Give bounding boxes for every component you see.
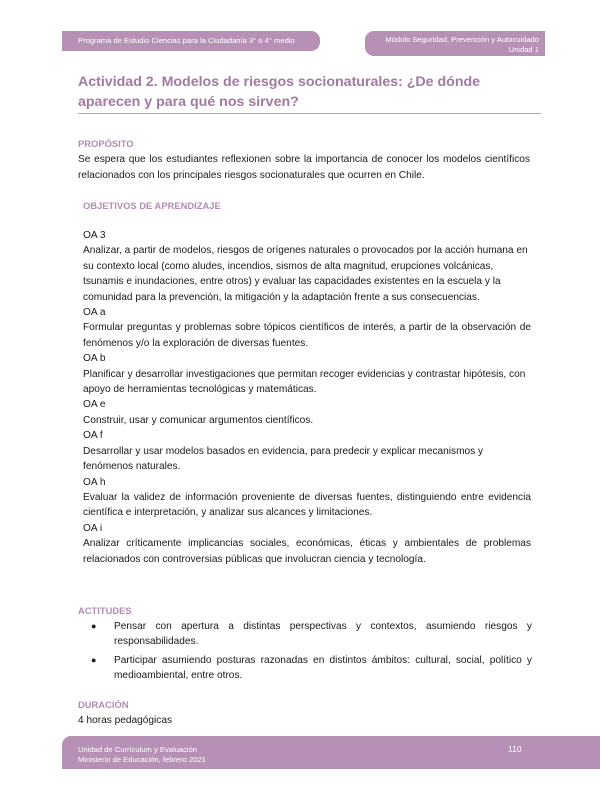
header-module-tab: [365, 31, 545, 56]
objective-item: [83, 397, 531, 428]
objective-text: Desarrollar y usar modelos basados en evidencia, para predecir y explicar mecanismos y fenómenos naturales.: [83, 445, 484, 473]
page-number: 110: [508, 744, 522, 754]
objective-text: Evaluar la validez de información proveniente de diversas fuentes, distinguiendo entre evidencia científica e interpretación, y analizar sus alcances y limitaciones.: [83, 491, 531, 519]
activity-title: Actividad 2. Modelos de riesgos socionaturales: ¿De dónde aparecen y para qué nos sirven?: [78, 74, 481, 110]
objective-item: [83, 521, 531, 567]
objective-code: OA 3: [83, 230, 106, 241]
objetivos-heading: OBJETIVOS DE APRENDIZAJE: [83, 200, 221, 211]
objective-code: OA f: [83, 430, 103, 442]
attitudes-list: [88, 619, 532, 687]
objective-code: OA e: [83, 399, 106, 411]
objective-code: OA a: [83, 307, 106, 319]
objective-item: [83, 228, 531, 305]
header-module-text: Módulo Seguridad, Prevención y Autocuidado: [385, 35, 539, 44]
objective-text: Analizar críticamente implicancias sociales, económicas, éticas y ambientales de problemas relacionados con controversias públicas que involucran ciencia y tecnología.: [83, 538, 531, 565]
objective-code: OA i: [83, 522, 103, 534]
footer-unit: Unidad de Currículum y Evaluación: [78, 745, 198, 754]
objective-text: Construir, usar y comunicar argumentos científicos.: [83, 414, 314, 426]
bullet-icon: ●: [91, 654, 97, 665]
header-program-text: Programa de Estudio Ciencias para la Ciudadanía 3° o 4° medio: [78, 36, 295, 45]
objective-text: Analizar, a partir de modelos, riesgos de orígenes naturales o provocados por la acción humana en su contexto local (como aludes, incendios, sismos de alta magnitud, erupciones volcánicas, tsunamis e inundaciones, entre otros) y evaluar las capacidades existentes en la escuela y la comunidad para la prevención, la mitigación y la adaptación frente a sus consecuencias.: [83, 245, 528, 303]
attitude-text: Participar asumiendo posturas razonadas en distintos ámbitos: cultural, social, político y medioambiental, entre otros.: [114, 654, 532, 682]
objective-text: Planificar y desarrollar investigaciones que permitan recoger evidencias y contrastar hipótesis, con apoyo de herramientas tecnológicas y matemáticas.: [83, 368, 526, 396]
proposito-text: Se espera que los estudiantes reflexionen sobre la importancia de conocer los modelos científicos relacionados con los principales riesgos socionaturales que ocurren en Chile.: [78, 154, 530, 181]
header-program-tab: [62, 31, 320, 51]
footer-bar: [62, 736, 600, 769]
bullet-icon: ●: [91, 621, 97, 631]
objective-item: [83, 351, 531, 397]
objective-text: Formular preguntas y problemas sobre tópicos científicos de interés, a partir de la observación de fenómenos y/o la exploración de diversas fuentes.: [83, 322, 531, 349]
objective-item: [83, 428, 531, 474]
objective-code: OA b: [83, 353, 106, 365]
objective-item: [83, 475, 531, 521]
objectives-list: [83, 228, 531, 567]
actitudes-heading: ACTITUDES: [78, 605, 132, 616]
list-item: [88, 653, 532, 684]
header-unit-text: Unidad 1: [508, 45, 539, 54]
attitude-text: Pensar con apertura a distintas perspectivas y contextos, asumiendo riesgos y responsabilidades.: [114, 621, 532, 648]
duracion-heading: DURACIÓN: [78, 699, 129, 710]
footer-ministry: Ministerio de Educación, febrero 2021: [78, 755, 206, 764]
proposito-heading: PROPÓSITO: [78, 138, 134, 149]
list-item: [88, 619, 532, 650]
title-divider: [78, 113, 541, 114]
footer-credits: [78, 745, 206, 765]
objective-item: [83, 305, 531, 351]
duracion-text: 4 horas pedagógicas: [78, 715, 173, 726]
objective-code: OA h: [83, 476, 106, 488]
